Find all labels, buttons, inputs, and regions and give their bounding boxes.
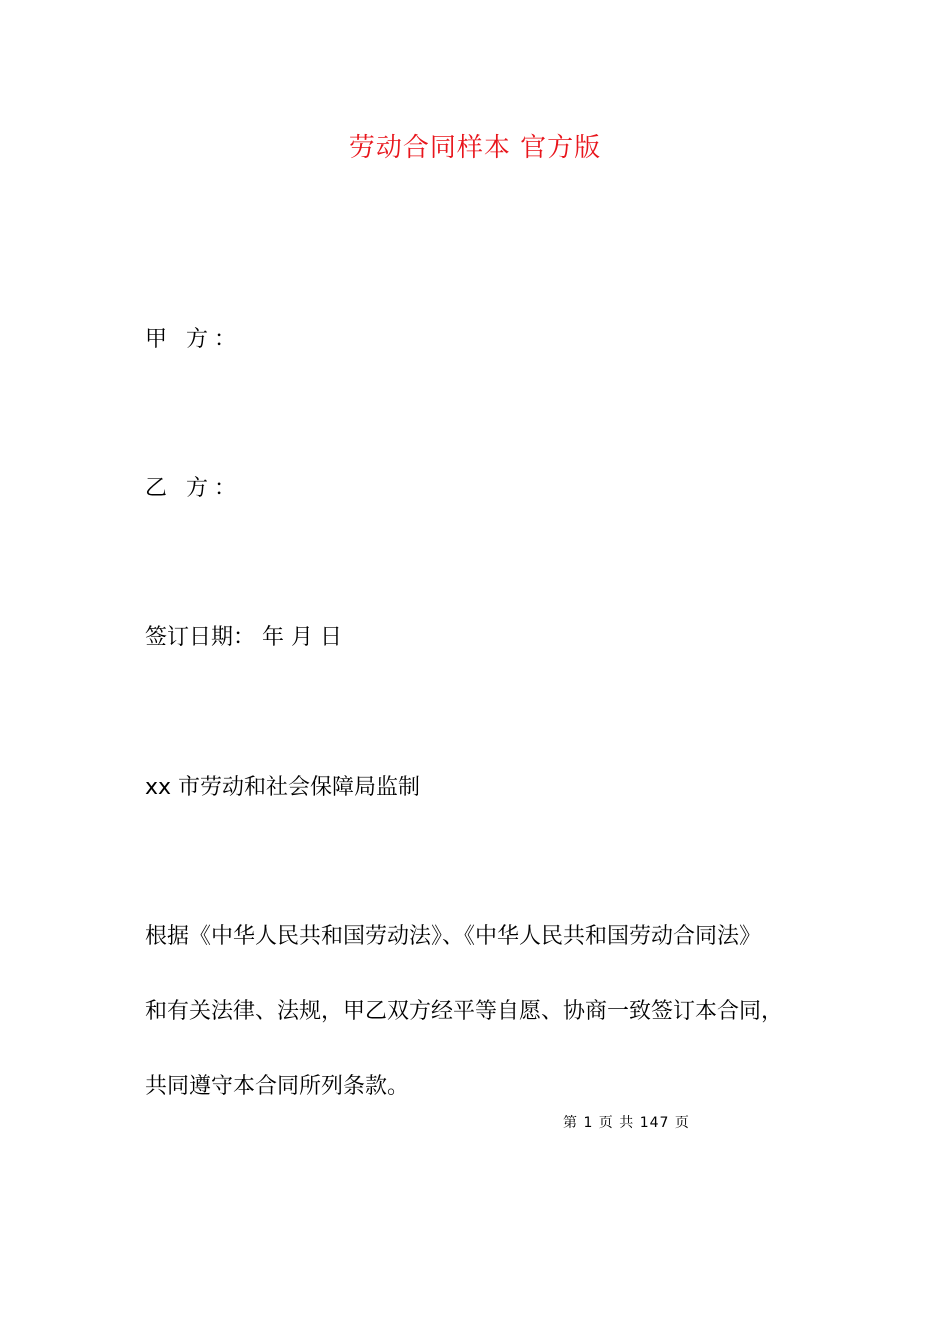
intro-paragraph <box>145 922 810 1147</box>
intro-line-3: 共同遵守本合同所列条款。 <box>145 1074 410 1099</box>
sign-date-field: 签订日期： 年 月 日 <box>145 625 342 650</box>
intro-line-2: 和有关法律、法规，甲乙双方经平等自愿、协商一致签订本合同， <box>145 999 784 1024</box>
supervisor-line: xx 市劳动和社会保障局监制 <box>145 775 421 800</box>
document-title: 劳动合同样本 官方版 <box>348 133 602 163</box>
party-b-field: 乙 方： <box>145 476 242 501</box>
page-number: 第 1 页 共 147 页 <box>563 1115 690 1131</box>
intro-line-1: 根据《中华人民共和国劳动法》、《中华人民共和国劳动合同法》 <box>145 924 762 949</box>
party-a-field: 甲 方： <box>145 327 242 352</box>
